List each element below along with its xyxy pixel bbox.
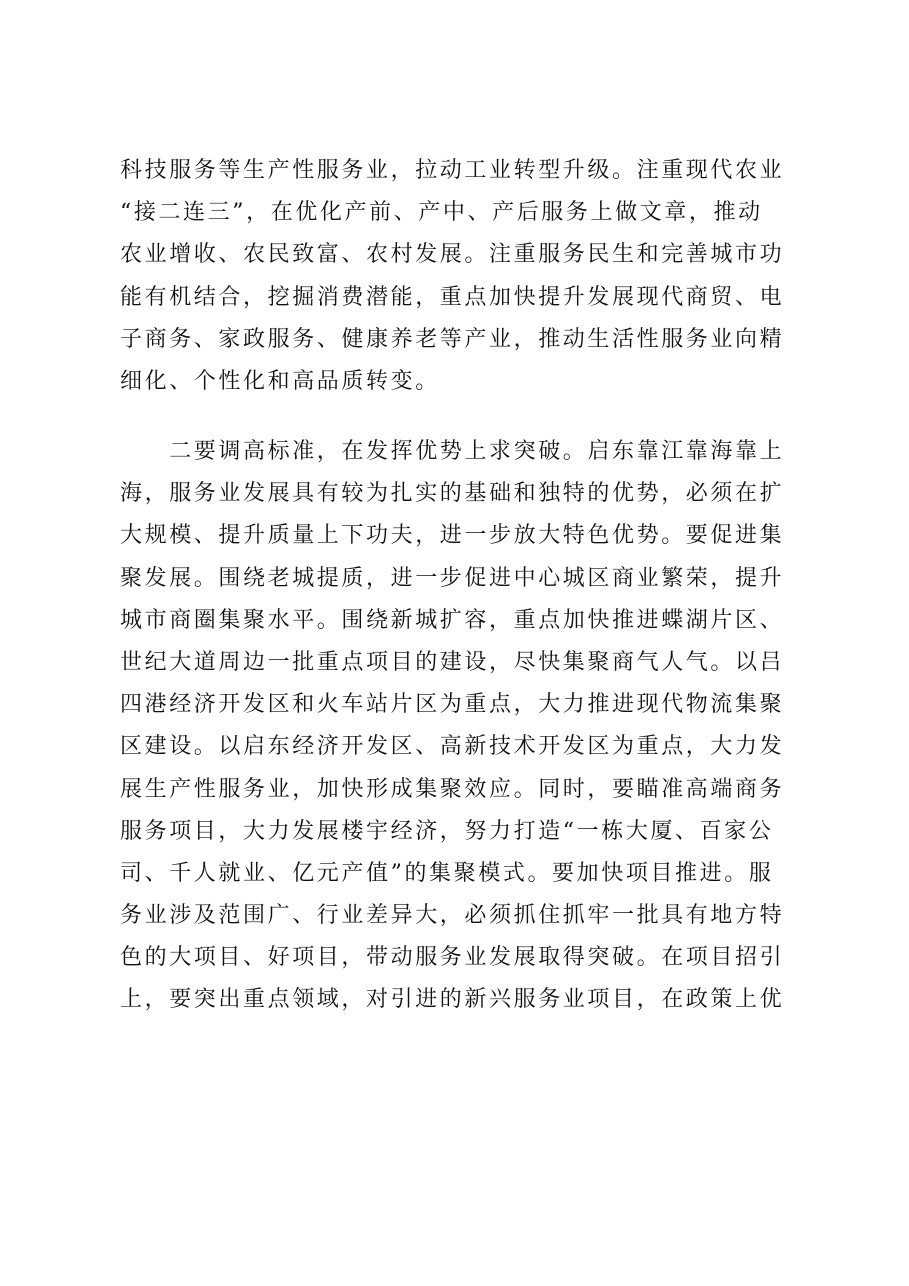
paragraph-2 [120, 431, 800, 1022]
paragraph-1-line: 农业增收、农民致富、农村发展。注重服务民生和完善城市功 [120, 242, 785, 268]
paragraph-2-line: 聚发展。围绕老城提质，进一步促进中心城区商业繁荣，提升 [120, 565, 785, 591]
paragraph-2-line: 大规模、提升质量上下功夫，进一步放大特色优势。要促进集 [120, 523, 785, 549]
paragraph-2-line: 上，要突出重点领域，对引进的新兴服务业项目，在政策上优 [120, 987, 785, 1013]
paragraph-1 [120, 150, 800, 403]
paragraph-2-line: 海，服务业发展具有较为扎实的基础和独特的优势，必须在扩 [120, 481, 785, 507]
paragraph-1-line: 细化、个性化和高品质转变。 [120, 368, 440, 394]
paragraph-2-line: 展生产性服务业，加快形成集聚效应。同时，要瞄准高端商务 [120, 776, 785, 802]
paragraph-2-line: 色的大项目、好项目，带动服务业发展取得突破。在项目招引 [120, 945, 785, 971]
paragraph-2-line: 服务项目，大力发展楼宇经济，努力打造“一栋大厦、百家公 [120, 818, 774, 844]
paragraph-2-line: 二要调高标准，在发挥优势上求突破。启东靠江靠海靠上 [120, 439, 785, 464]
paragraph-2-line: 司、千人就业、亿元产值”的集聚模式。要加快项目推进。服 [120, 860, 774, 886]
paragraph-1-line: 能有机结合，挖掘消费潜能，重点加快提升发展现代商贸、电 [120, 284, 785, 310]
paragraph-2-line: 世纪大道周边一批重点项目的建设，尽快集聚商气人气。以吕 [120, 649, 785, 675]
paragraph-1-line: 子商务、家政服务、健康养老等产业，推动生活性服务业向精 [120, 326, 785, 352]
paragraph-1-line: “接二连三”，在优化产前、产中、产后服务上做文章，推动 [120, 200, 763, 226]
paragraph-2-line: 区建设。以启东经济开发区、高新技术开发区为重点，大力发 [120, 734, 785, 760]
paragraph-2-line: 务业涉及范围广、行业差异大，必须抓住抓牢一批具有地方特 [120, 903, 785, 929]
paragraph-2-line: 城市商圈集聚水平。围绕新城扩容，重点加快推进蝶湖片区、 [120, 607, 785, 633]
paragraph-1-line: 科技服务等生产性服务业，拉动工业转型升级。注重现代农业 [120, 158, 785, 183]
paragraph-2-line: 四港经济开发区和火车站片区为重点，大力推进现代物流集聚 [120, 692, 785, 718]
